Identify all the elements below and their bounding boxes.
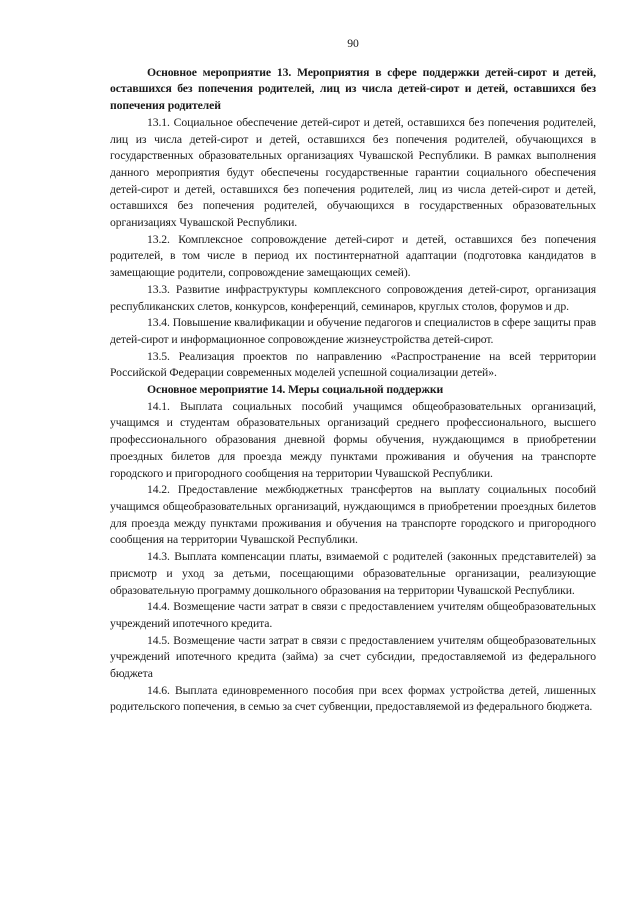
paragraph-13-3: 13.3. Развитие инфраструктуры комплексного сопровождения детей-сирот, организация республиканских слетов, конкурсов, конференций, семинаров, круглых столов, форумов и др.: [110, 282, 596, 313]
paragraph-14-4: 14.4. Возмещение части затрат в связи с предоставлением учителям общеобразовательных учреждений ипотечного кредита.: [110, 600, 596, 630]
paragraph-14-2: 14.2. Предоставление межбюджетных трансфертов на выплату социальных пособий учащимся общеобразовательных организаций, нуждающимся в приобретении проездных билетов для проезда между пунктами проживания и обучения на транспорте городского и пригородного сообщения на территории Чувашской Республики.: [110, 483, 596, 547]
paragraph-14-5: 14.5. Возмещение части затрат в связи с предоставлением учителям общеобразовательных учреждений ипотечного кредита (займа) за счет субсидии, предоставляемой из федерального бюджета: [110, 633, 596, 681]
paragraph-13-5: 13.5. Реализация проектов по направлению «Распространение на всей территории Российской Федерации современных моделей успешной социализации детей».: [110, 349, 596, 380]
paragraph-13-2: 13.2. Комплексное сопровождение детей-сирот и детей, оставшихся без попечения родителей, в том числе в период их постинтернатной адаптации (подготовка кандидатов в замещающие родители, сопровождение замещающих семей).: [110, 232, 596, 280]
section-13-heading: Основное мероприятие 13. Мероприятия в сфере поддержки детей-сирот и детей, оставшихся без попечения родителей, лиц из числа детей-сирот и детей, оставшихся без попечения родителей: [110, 65, 596, 113]
paragraph-14-1: 14.1. Выплата социальных пособий учащимся общеобразовательных организаций, учащимся и студентам образовательных организаций среднего профессионального, высшего профессионального образования дневной формы обучения, нуждающимся в приобретении проездных билетов для проезда между пунктами проживания и обучения на транспорте городского и пригородного сообщения на территории Чувашской Республики.: [110, 399, 596, 480]
paragraph-14-3: 14.3. Выплата компенсации платы, взимаемой с родителей (законных представителей) за присмотр и уход за детьми, посещающими образовательные организации, реализующие образовательную программу дошкольного образования на территории Чувашской Республики.: [110, 550, 596, 597]
paragraph-13-4: 13.4. Повышение квалификации и обучение педагогов и специалистов в сфере защиты прав детей-сирот и информационное сопровождение жизнеустройства детей-сирот.: [110, 316, 596, 346]
paragraph-14-6: 14.6. Выплата единовременного пособия при всех формах устройства детей, лишенных родительского попечения, в семью за счет субвенции, предоставляемой из федерального бюджета.: [110, 683, 596, 714]
section-14-heading: Основное мероприятие 14. Меры социальной поддержки: [147, 383, 444, 397]
document-page: [110, 36, 596, 716]
paragraph-13-1: 13.1. Социальное обеспечение детей-сирот и детей, оставшихся без попечения родителей, лиц из числа детей-сирот и детей, оставшихся без попечения родителей, обучающихся в государственных образовательных организациях Чувашской Республики. В рамках выполнения данного мероприятия будут обеспечены государственные гарантии социального обеспечения детей-сирот и детей, оставшихся без попечения родителей, лиц из числа детей-сирот и детей, оставшихся без попечения родителей, обучающихся в государственных образовательных организациях Чувашской Республики.: [110, 115, 596, 230]
page-number: 90: [347, 37, 359, 50]
